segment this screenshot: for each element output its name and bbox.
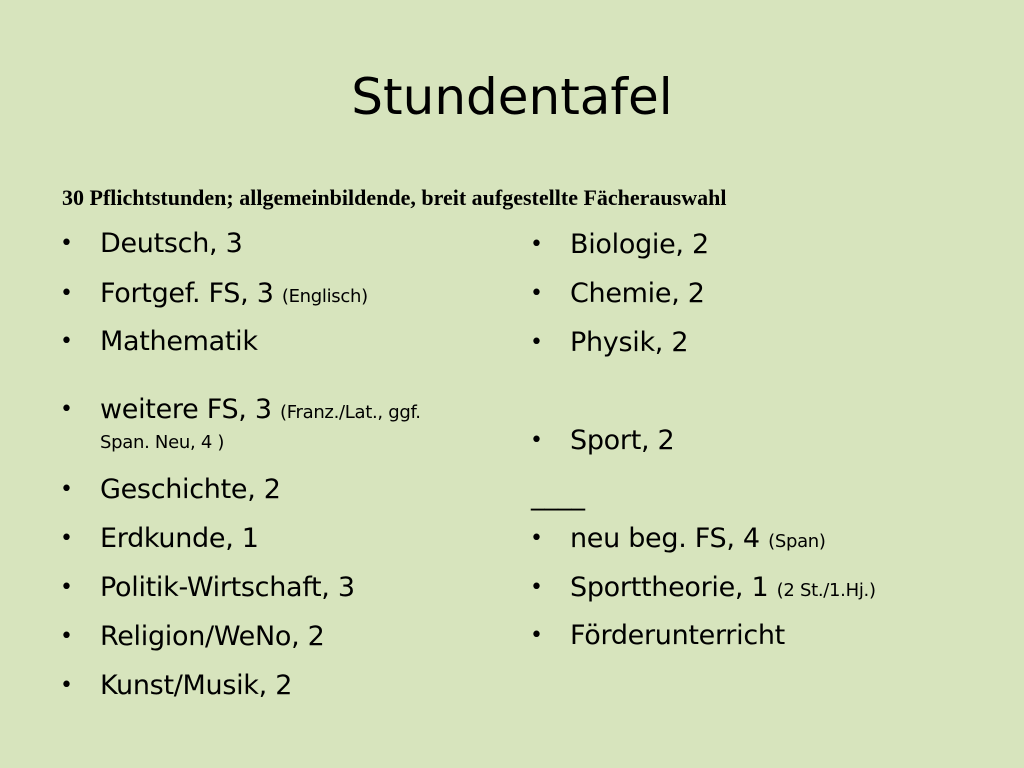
bullet-icon: • bbox=[60, 624, 73, 649]
section-divider: ____ bbox=[531, 480, 585, 511]
item-label: Fortgef. FS, 3 bbox=[100, 278, 282, 309]
bullet-icon: • bbox=[60, 397, 73, 422]
list-item-politik-wirtschaft bbox=[60, 570, 355, 606]
list-item-biologie bbox=[530, 227, 709, 263]
list-item-mathematik bbox=[60, 324, 258, 360]
list-item-deutsch bbox=[60, 226, 243, 262]
bullet-icon: • bbox=[60, 526, 73, 551]
bullet-icon: • bbox=[60, 231, 73, 256]
bullet-icon: • bbox=[530, 575, 543, 600]
slide-title: Stundentafel bbox=[351, 68, 673, 126]
bullet-icon: • bbox=[60, 673, 73, 698]
item-label: Religion/WeNo, 2 bbox=[100, 621, 325, 652]
bullet-icon: • bbox=[530, 281, 543, 306]
list-item-sporttheorie bbox=[530, 570, 876, 609]
list-item-geschichte bbox=[60, 472, 281, 508]
list-item-neu-beg-fs bbox=[530, 521, 826, 560]
list-item-kunst-musik bbox=[60, 668, 293, 704]
item-label: Geschichte, 2 bbox=[100, 474, 281, 505]
item-note: (Englisch) bbox=[281, 286, 368, 307]
item-label: Sporttheorie, 1 bbox=[570, 572, 777, 603]
bullet-icon: • bbox=[60, 281, 73, 306]
item-label: Sport, 2 bbox=[570, 425, 675, 456]
item-note: (2 St./1.Hj.) bbox=[776, 580, 876, 601]
bullet-icon: • bbox=[530, 330, 543, 355]
item-label: Biologie, 2 bbox=[570, 229, 709, 260]
item-label: Kunst/Musik, 2 bbox=[100, 670, 293, 701]
item-label: Politik-Wirtschaft, 3 bbox=[100, 572, 355, 603]
item-note: (Franz./Lat., ggf. bbox=[280, 402, 421, 423]
item-label: neu beg. FS, 4 bbox=[570, 523, 769, 554]
list-item-fortgef-fs bbox=[60, 276, 368, 315]
list-item-physik bbox=[530, 325, 689, 361]
item-label: Erdkunde, 1 bbox=[100, 523, 259, 554]
item-label: Mathematik bbox=[100, 326, 258, 357]
item-label: Physik, 2 bbox=[570, 327, 689, 358]
bullet-icon: • bbox=[530, 428, 543, 453]
bullet-icon: • bbox=[60, 329, 73, 354]
bullet-icon: • bbox=[530, 526, 543, 551]
item-label: Deutsch, 3 bbox=[100, 228, 243, 259]
slide-subtitle: 30 Pflichtstunden; allgemeinbildende, breit aufgestellte Fächerauswahl bbox=[62, 185, 727, 210]
list-item-weitere-fs bbox=[60, 392, 421, 455]
list-item-erdkunde bbox=[60, 521, 259, 557]
list-item-chemie bbox=[530, 276, 705, 312]
list-item-foerderunterricht bbox=[530, 618, 785, 654]
bullet-icon: • bbox=[530, 623, 543, 648]
bullet-icon: • bbox=[60, 575, 73, 600]
bullet-icon: • bbox=[60, 477, 73, 502]
item-label: Förderunterricht bbox=[570, 620, 785, 651]
item-label: Chemie, 2 bbox=[570, 278, 705, 309]
item-note: (Span) bbox=[768, 531, 826, 552]
list-item-religion-weno bbox=[60, 619, 325, 655]
bullet-icon: • bbox=[530, 232, 543, 257]
item-label: weitere FS, 3 bbox=[100, 394, 281, 425]
list-item-sport bbox=[530, 423, 675, 459]
item-note-continued: Span. Neu, 4 ) bbox=[100, 432, 225, 453]
